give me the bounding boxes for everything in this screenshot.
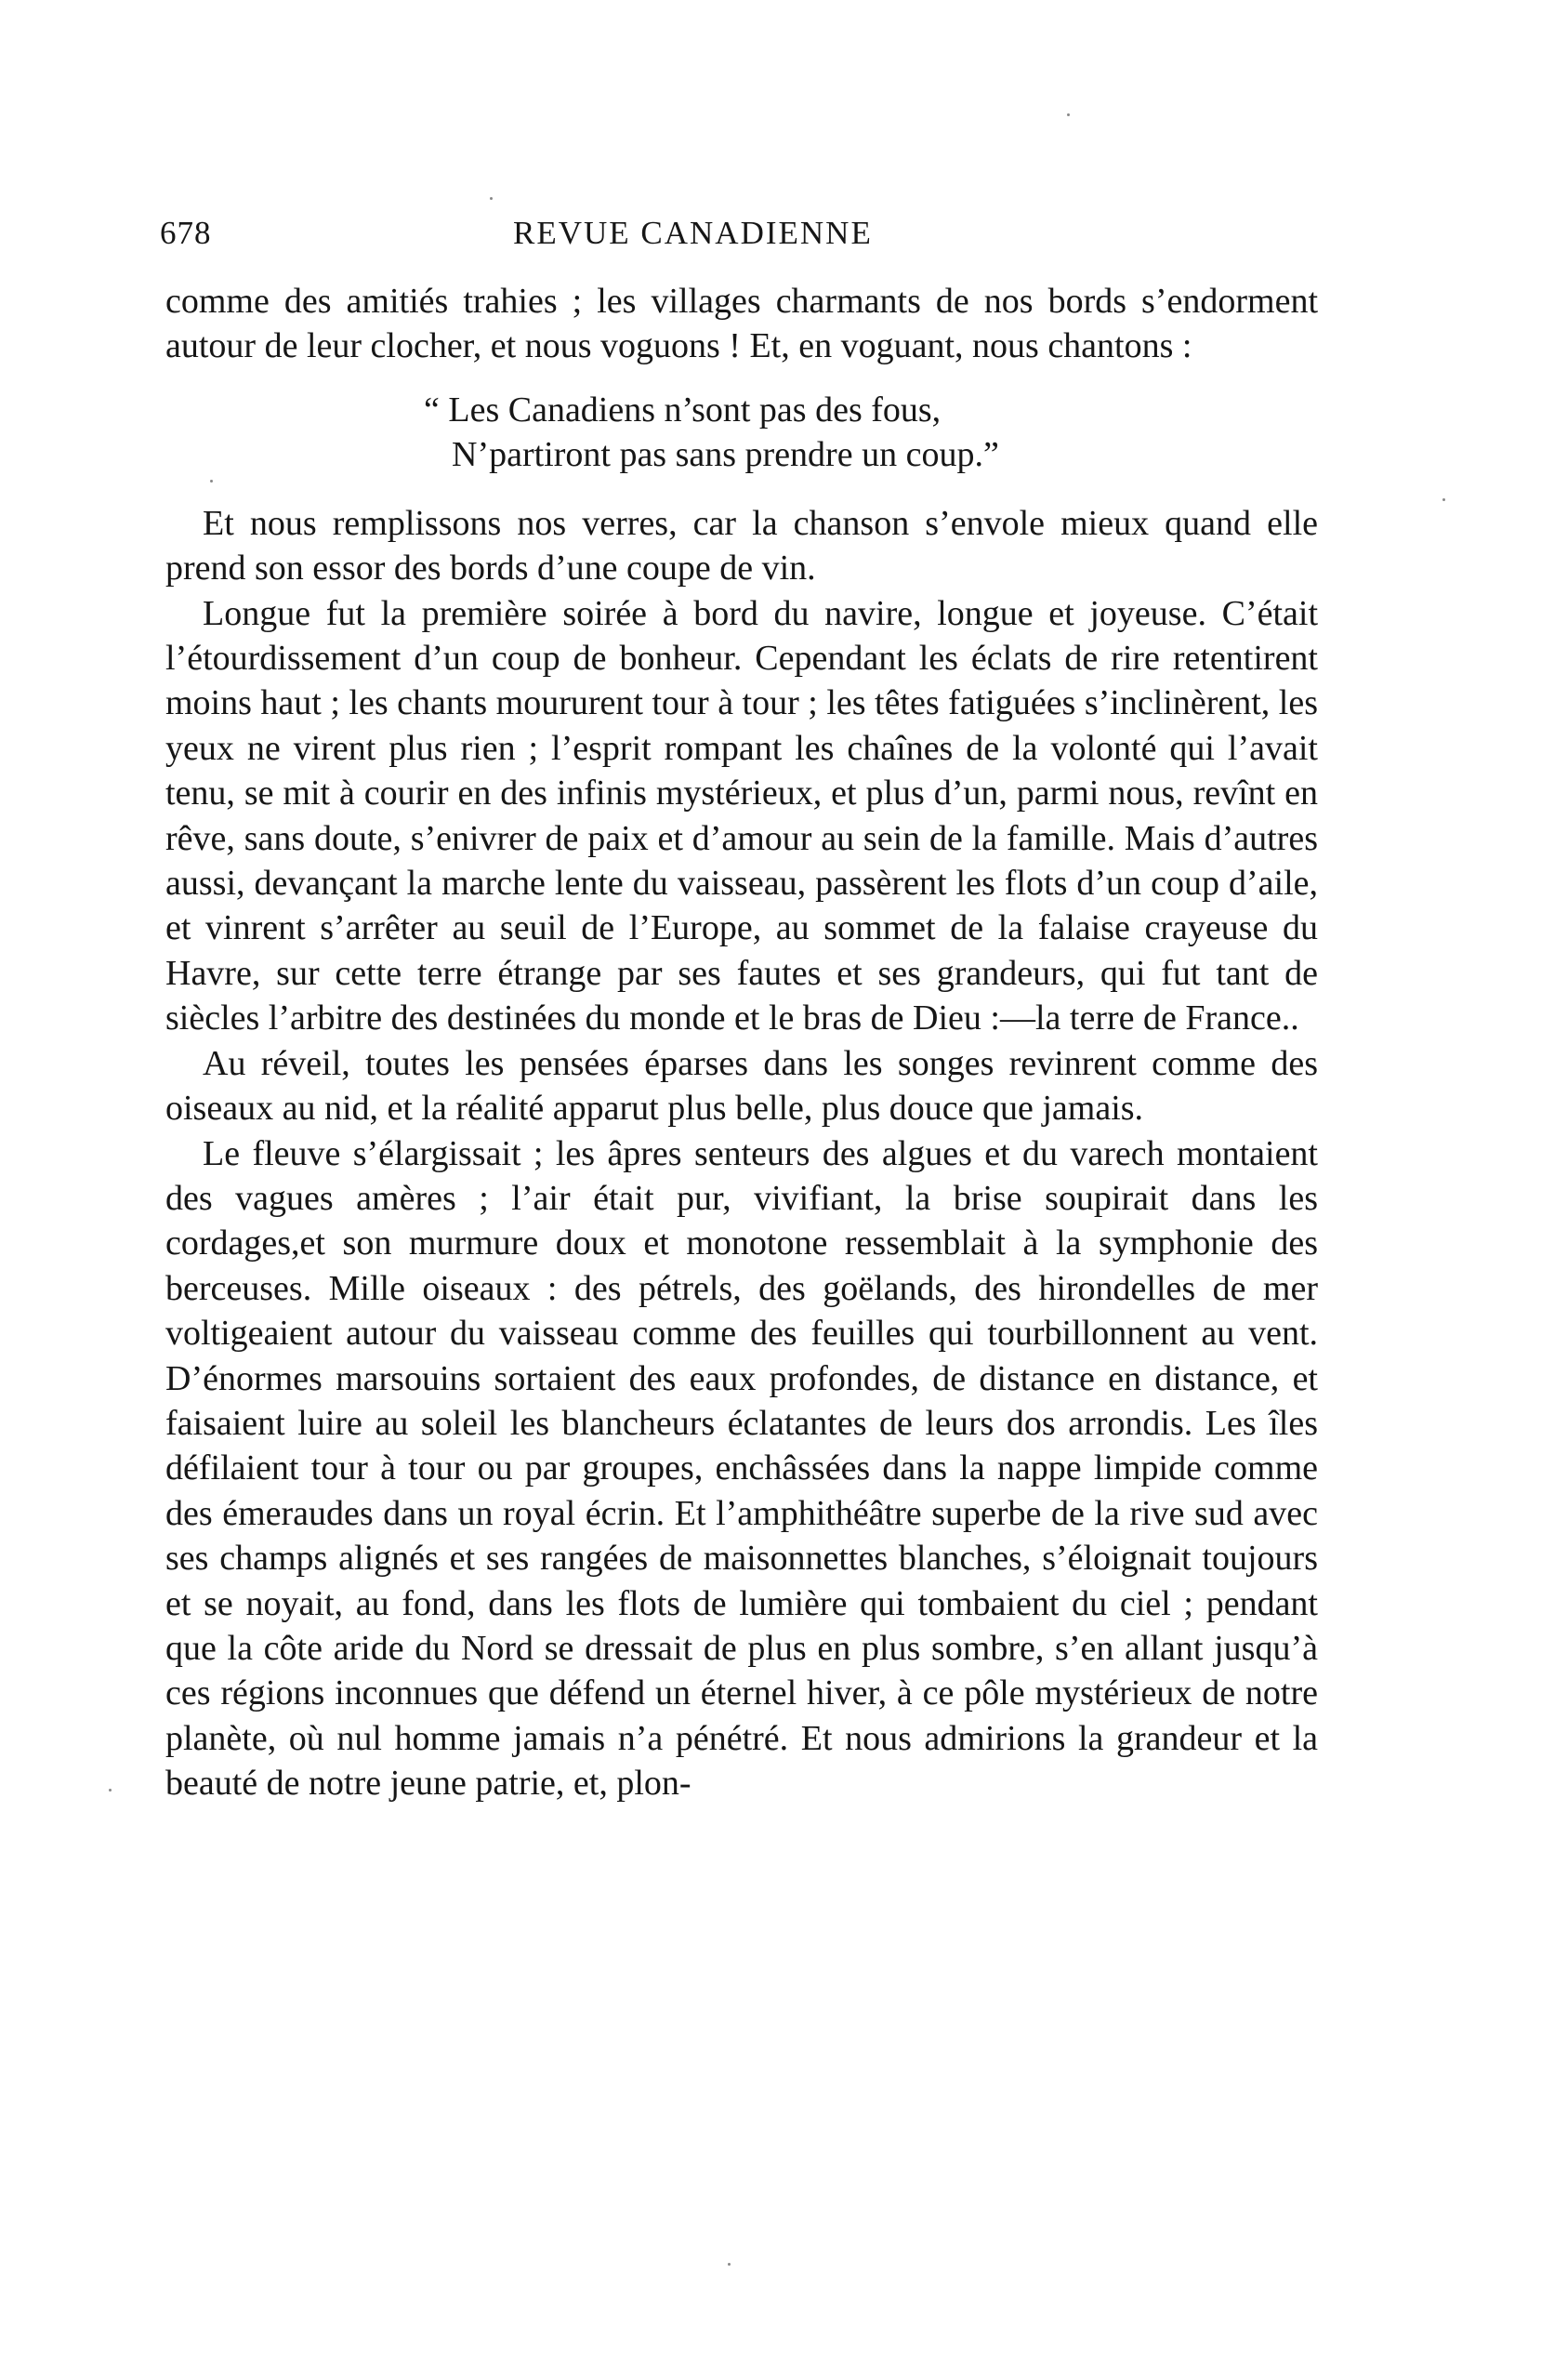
paragraph: Longue fut la première soirée à bord du navire, longue et joyeuse. C’était l’étourdissement d’un coup de bonheur. Cependant les éclats de rire retentirent moins haut ; les chants moururent tour à tour ; les têtes fatiguées s’inclinèrent, les yeux ne virent plus rien ; l’esprit rompant les chaînes de la volonté qui l’avait tenu, se mit à courir en des infinis mystérieux, et plus d’un, parmi nous, revînt en rêve, sans doute, s’enivrer de paix et d’amour au sein de la famille. Mais d’autres aussi, devançant la marche lente du vaisseau, passèrent les flots d’un coup d’aile, et vinrent s’arrêter au seuil de l’Europe, au sommet de la falaise crayeuse du Havre, sur cette terre étrange par ses fautes et ses grandeurs, qui fut tant de siècles l’arbitre des destinées du monde et le bras de Dieu :—la terre de France..	[165, 593, 1318, 1038]
song-verse	[165, 388, 1318, 477]
scan-speck	[1442, 498, 1445, 501]
scan-speck	[1067, 113, 1070, 116]
scan-speck	[210, 480, 213, 483]
verse-line: N’partiront pas sans prendre un coup.”	[452, 434, 999, 474]
body-text	[165, 279, 1318, 1806]
scan-speck	[109, 1789, 112, 1792]
page-number: 678	[160, 215, 212, 251]
scan-speck	[490, 197, 493, 200]
scan-speck	[728, 2263, 731, 2266]
paragraph: Et nous remplissons nos verres, car la chanson s’envole mieux quand elle prend son essor des bords d’une coupe de vin.	[165, 503, 1318, 588]
paragraph: Au réveil, toutes les pensées éparses dans les songes revinrent comme des oiseaux au nid, et la réalité apparut plus belle, plus douce que jamais.	[165, 1043, 1318, 1129]
running-head: REVUE CANADIENNE	[513, 215, 873, 251]
paragraph-continued: comme des amitiés trahies ; les villages charmants de nos bords s’endorment autour de leur clocher, et nous voguons ! Et, en voguant, nous chantons :	[165, 282, 1318, 366]
paragraph: Le fleuve s’élargissait ; les âpres senteurs des algues et du varech montaient des vagues amères ; l’air était pur, vivifiant, la brise soupirait dans les cordages,et son murmure doux et monotone ressemblait à la symphonie des berceuses. Mille oiseaux : des pétrels, des goëlands, des hirondelles de mer voltigeaient autour du vaisseau comme des feuilles qui tourbillonnent au vent. D’énormes marsouins sortaient des eaux profondes, de distance en distance, et faisaient luire au soleil les blancheurs éclatantes de leurs dos arrondis. Les îles défilaient tour à tour ou par groupes, enchâssées dans la nappe limpide comme des émeraudes dans un royal écrin. Et l’amphithéâtre superbe de la rive sud avec ses champs alignés et ses rangées de maisonnettes blanches, s’éloignait toujours et se noyait, au fond, dans les flots de lumière qui tombaient du ciel ; pendant que la côte aride du Nord se dressait de plus en plus sombre, s’en allant jusqu’à ces régions inconnues que défend un éternel hiver, à ce pôle mystérieux de notre planète, où nul homme jamais n’a pénétré. Et nous admirions la grandeur et la beauté de notre jeune patrie, et, plon-	[165, 1133, 1318, 1804]
verse-line: “ Les Canadiens n’sont pas des fous,	[424, 390, 942, 430]
